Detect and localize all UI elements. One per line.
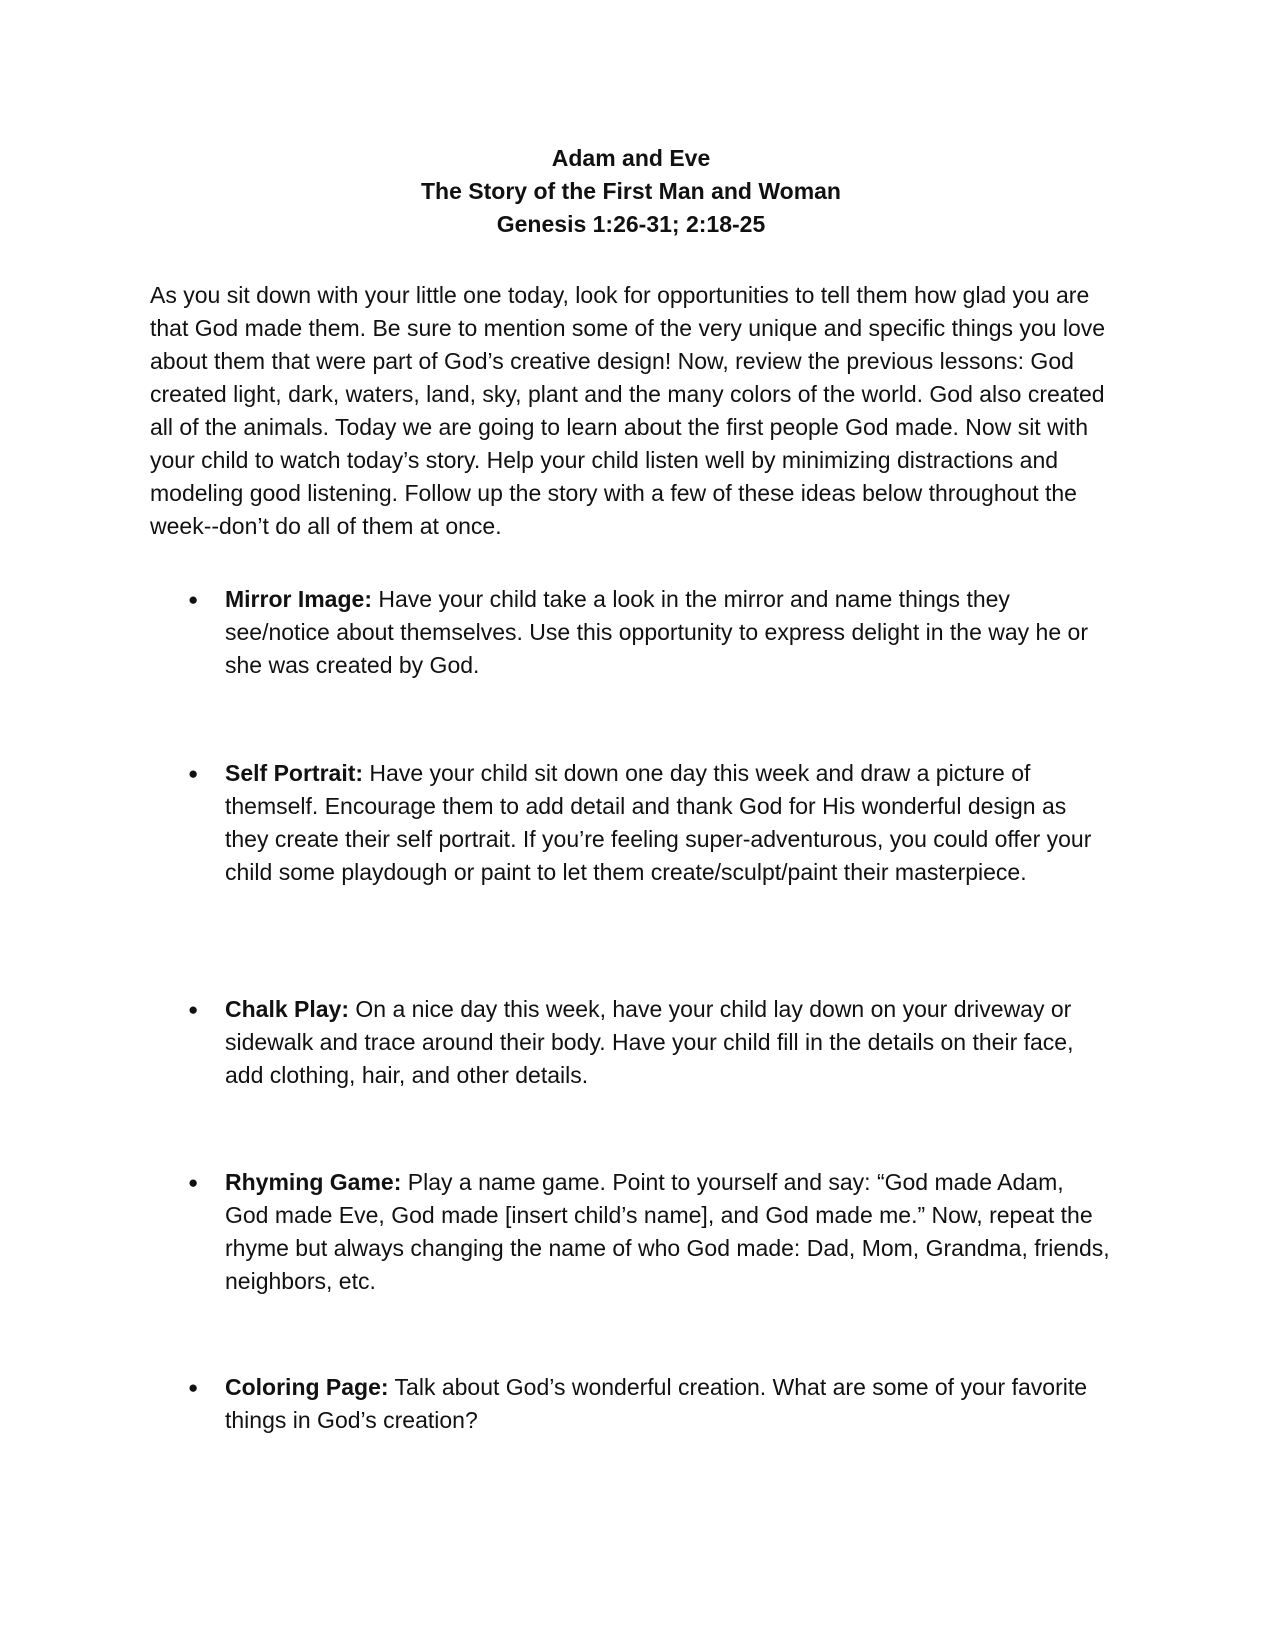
activity-description: On a nice day this week, have your child lay down on your driveway or sidewalk and trace around their body. Have your child fill in the details on their face, add clothing, hair, and other details.	[225, 996, 1074, 1088]
document-title: Adam and Eve	[551, 145, 711, 171]
activity-description: Have your child sit down one day this week and draw a picture of themself. Encourage them to add detail and thank God for His wonderful design as they create their self portrait. If you’re feeling super-adventurous, you could offer your child some playdough or paint to let them create/sculpt/paint their masterpiece.	[225, 760, 1092, 885]
activity-text	[225, 757, 1112, 889]
activity-text	[225, 583, 1112, 682]
document-subtitle: The Story of the First Man and Woman	[421, 178, 841, 204]
activity-title: Chalk Play:	[225, 996, 349, 1022]
activity-item-self-portrait	[150, 757, 1112, 889]
activity-item-chalk-play	[150, 993, 1112, 1092]
activity-text	[225, 1166, 1112, 1298]
activity-title: Self Portrait:	[225, 760, 364, 786]
activity-description: Play a name game. Point to yourself and say: “God made Adam, God made Eve, God made [insert child’s name], and God made me.” Now, repeat the rhyme but always changing the name of who God made: Dad, Mom, Grandma, friends, neighbors, etc.	[225, 1169, 1110, 1294]
activity-item-rhyming-game	[150, 1166, 1112, 1298]
bullet-icon: ●	[188, 590, 199, 609]
bullet-icon: ●	[188, 764, 199, 783]
activity-text	[225, 1371, 1112, 1437]
activity-title: Coloring Page:	[225, 1374, 389, 1400]
bullet-icon: ●	[188, 1378, 199, 1397]
scripture-reference: Genesis 1:26-31; 2:18-25	[496, 211, 766, 237]
activity-title: Mirror Image:	[225, 586, 372, 612]
activity-description: Talk about God’s wonderful creation. What are some of your favorite things in God’s creation?	[225, 1374, 1088, 1433]
activity-item-coloring-page	[150, 1371, 1112, 1437]
activity-item-mirror-image	[150, 583, 1112, 682]
intro-paragraph: As you sit down with your little one today, look for opportunities to tell them how glad you are that God made them. Be sure to mention some of the very unique and specific things you love about them that were part of God’s creative design! Now, review the previous lessons: God created light, dark, waters, land, sky, plant and the many colors of the world. God also created all of the animals. Today we are going to learn about the first people God made. Now sit with your child to watch today’s story. Help your child listen well by minimizing distractions and modeling good listening. Follow up the story with a few of these ideas below throughout the week--don’t do all of them at once.	[150, 282, 1106, 539]
activity-title: Rhyming Game:	[225, 1169, 402, 1195]
document-title-block	[150, 142, 1112, 241]
activity-text	[225, 993, 1112, 1092]
activity-description: Have your child take a look in the mirror and name things they see/notice about themselves. Use this opportunity to express delight in the way he or she was created by God.	[225, 586, 1088, 678]
bullet-icon: ●	[188, 1000, 199, 1019]
bullet-icon: ●	[188, 1173, 199, 1192]
